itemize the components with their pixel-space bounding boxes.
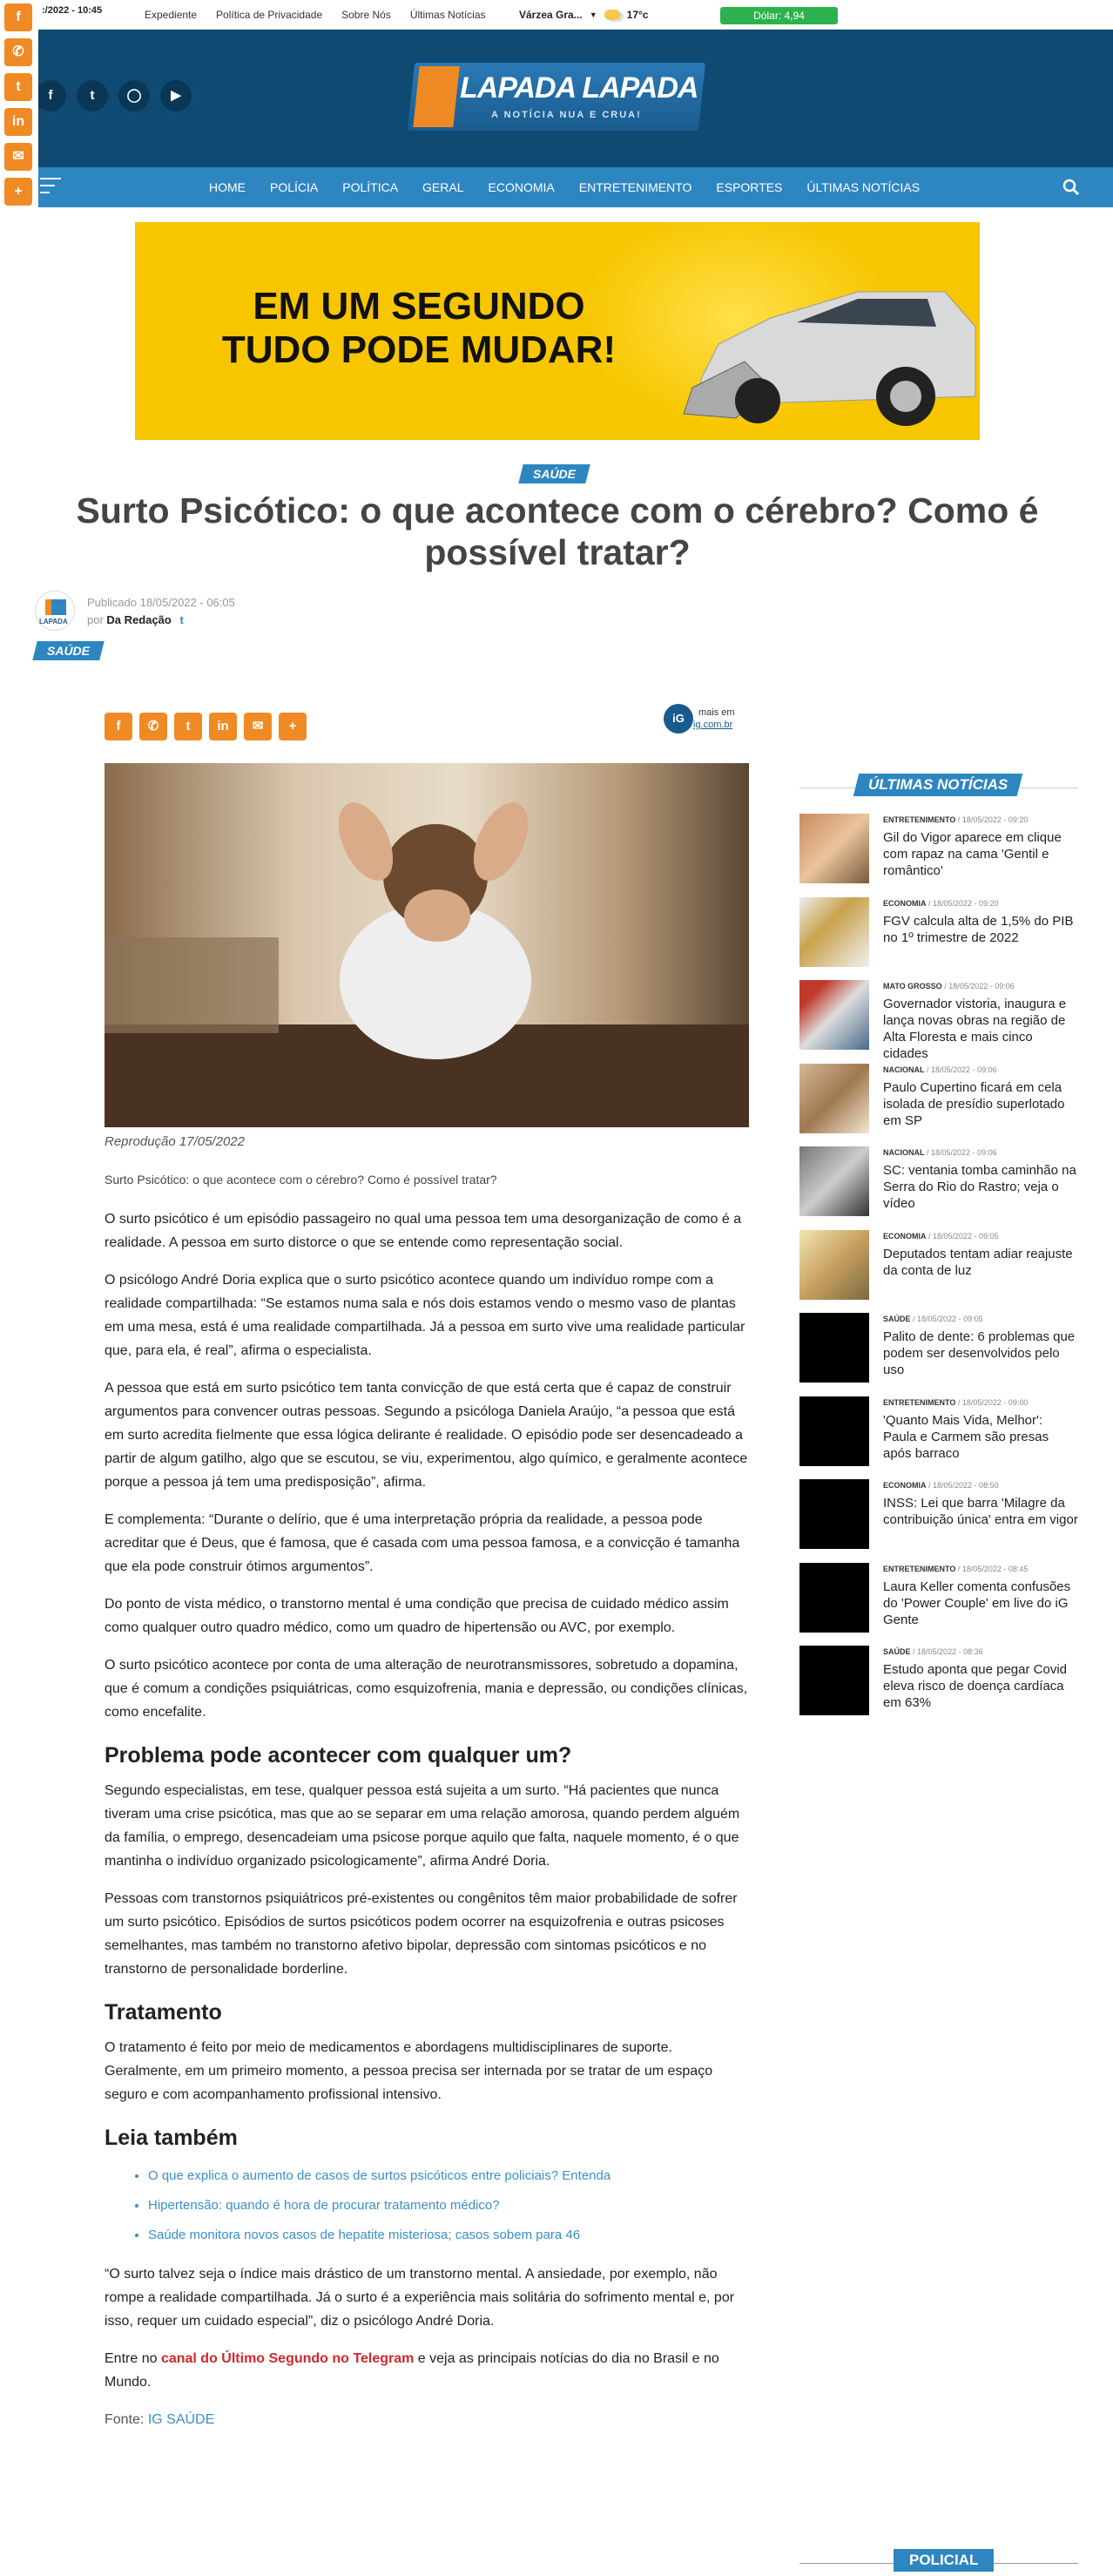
related-link[interactable]: • Hipertensão: quando é hora de procurar tratamento médico? (148, 2191, 749, 2221)
news-headline[interactable]: Gil do Vigor aparece em clique com rapaz na cama 'Gentil e romântico' (883, 830, 1062, 878)
ig-url: ig.com.br (693, 720, 733, 730)
subheading: Problema pode acontecer com qualquer um? (105, 1743, 572, 1768)
news-thumbnail[interactable] (799, 1396, 869, 1466)
current-date: :/2022 - 10:45 (42, 5, 103, 16)
chevron-down-icon[interactable]: ▼ (589, 10, 597, 19)
article-text (105, 1207, 749, 2445)
nav-item-geral[interactable]: GERAL (422, 180, 464, 194)
twitter-icon[interactable]: t (77, 80, 108, 112)
news-meta: ECONOMIA / 18/05/2022 - 09:05 (883, 1231, 999, 1241)
more-share-icon[interactable]: + (279, 713, 307, 740)
top-links (145, 9, 486, 21)
author-name[interactable]: Da Redação (106, 613, 172, 626)
news-headline[interactable]: Palito de dente: 6 problemas que podem ser desenvolvidos pelo uso (883, 1329, 1076, 1377)
email-share-icon[interactable]: ✉ (244, 713, 272, 740)
more-share-icon[interactable]: + (4, 178, 32, 206)
ig-more: mais em (698, 707, 735, 718)
nav-item-entretenimento[interactable]: ENTRETENIMENTO (578, 180, 692, 194)
photo-caption: Reprodução 17/05/2022 (105, 1134, 245, 1149)
subheading: Tratamento (105, 2000, 222, 2025)
news-headline[interactable]: Laura Keller comenta confusões do 'Power Couple' em live do iG Gente (883, 1579, 1071, 1627)
related-link[interactable]: • Saúde monitora novos casos de hepatite misteriosa; casos sobem para 46 (148, 2221, 749, 2250)
paragraph: Do ponto de vista médico, o transtorno mental é uma condição que precisa de cuidado médico assim como qualquer outro quadro médico, como um quadro de hipertensão ou AVC, por exemplo. (105, 1597, 729, 1635)
news-headline[interactable]: Estudo aponta que pegar Covid eleva risco de doença cardíaca em 63% (883, 1662, 1067, 1710)
weather-widget (519, 9, 648, 21)
sidebar-news-item[interactable] (799, 1064, 1078, 1137)
news-thumbnail[interactable] (799, 1646, 869, 1715)
news-meta: ECONOMIA / 18/05/2022 - 09:20 (883, 898, 999, 908)
logo-tagline: A NOTÍCIA NUA E CRUA! (491, 110, 642, 120)
twitter-share-icon[interactable]: t (4, 73, 32, 101)
dollar-quote: Dólar: 4,94 (720, 7, 838, 24)
sidebar-news-item[interactable] (799, 1479, 1078, 1552)
news-thumbnail[interactable] (799, 1313, 869, 1383)
news-meta: ECONOMIA / 18/05/2022 - 08:50 (883, 1481, 999, 1490)
news-thumbnail[interactable] (799, 814, 869, 883)
paragraph: O surto psicótico acontece por conta de uma alteração de neurotransmissores, sobretudo a dopamina, que é comum a condições psiquiátricas, como esquizofrenia, mania e depressão, ou condições clínicas, como encefalite. (105, 1658, 748, 1720)
news-thumbnail[interactable] (799, 1563, 869, 1633)
paragraph: E complementa: “Durante o delírio, que é uma interpretação própria da realidade, a pessoa pode acreditar que é Deus, que é famosa, que é casada com uma pessoa famosa, e a convicção é tamanha que ela pode construir ótimos argumentos”. (105, 1512, 740, 1574)
floating-share-bar (0, 0, 38, 213)
sidebar-news-item[interactable] (799, 1146, 1078, 1220)
section-policial[interactable]: POLICIAL (894, 2549, 994, 2572)
news-meta: SAÚDE / 18/05/2022 - 08:36 (883, 1647, 983, 1656)
site-logo[interactable] (411, 63, 702, 131)
whatsapp-share-icon[interactable]: ✆ (4, 38, 32, 66)
news-headline[interactable]: 'Quanto Mais Vida, Melhor': Paula e Carmem são presas após barraco (883, 1412, 1049, 1461)
by-prefix: por (87, 613, 104, 626)
article-photo (105, 763, 749, 1127)
sidebar-news-item[interactable] (799, 814, 1078, 887)
ad-banner[interactable] (135, 222, 980, 440)
instagram-icon[interactable]: ◯ (118, 80, 150, 112)
news-headline[interactable]: Paulo Cupertino ficará em cela isolada de presídio superlotado em SP (883, 1079, 1065, 1128)
news-meta: ENTRETENIMENTO / 18/05/2022 - 09:00 (883, 1397, 1029, 1407)
source-link[interactable]: IG SAÚDE (147, 2412, 215, 2427)
paragraph: “O surto talvez seja o índice mais drástico de um transtorno mental. A ansiedade, por exemplo, não rompe a realidade compartilhada. Já o surto é a experiência mais solitária do sofrimento mental e, por isso, requer um cuidado especial”, diz o psicólogo André Doria. (105, 2267, 735, 2329)
paragraph: Segundo especialistas, em tese, qualquer pessoa está sujeita a um surto. “Há pacientes que nunca tiveram uma crise psicótica, mas que ao se separar em uma relação amorosa, quando perdem alguém da família, o emprego, desencadeiam uma psicose porque aquilo que falta, naquele momento, é o que mantinha o indivíduo organizado psicologicamente”, afirma André Doria. (105, 1783, 740, 1869)
main-nav (0, 167, 1113, 207)
article-title: Surto Psicótico: o que acontece com o cérebro? Como é possível tratar? (76, 490, 1039, 572)
related-links (148, 2161, 749, 2250)
category-badge-top[interactable]: SAÚDE (518, 464, 590, 483)
news-headline[interactable]: INSS: Lei que barra 'Milagre da contribuição única' entra em vigor (883, 1496, 1078, 1527)
sidebar-title: ÚLTIMAS NOTÍCIAS (853, 774, 1023, 796)
top-bar (0, 0, 1113, 30)
news-meta: NACIONAL / 18/05/2022 - 09:06 (883, 1065, 997, 1074)
news-headline[interactable]: FGV calcula alta de 1,5% do PIB no 1º trimestre de 2022 (883, 913, 1074, 945)
nav-item-ultimas[interactable]: ÚLTIMAS NOTÍCIAS (806, 180, 921, 194)
ig-source-link[interactable] (662, 702, 749, 737)
sidebar-news-item[interactable] (799, 980, 1078, 1061)
news-meta: SAÚDE / 18/05/2022 - 09:05 (883, 1315, 983, 1323)
news-meta: MATO GROSSO / 18/05/2022 - 09:06 (883, 982, 1015, 991)
news-thumbnail[interactable] (799, 897, 869, 967)
source-line: Fonte: IG SAÚDE (105, 2412, 215, 2427)
news-meta: ENTRETENIMENTO / 18/05/2022 - 09:20 (883, 815, 1029, 824)
paragraph: Pessoas com transtornos psiquiátricos pré-existentes ou congênitos têm maior probabilidade de sofrer um surto psicótico. Episódios de surtos psicóticos podem ocorrer na esquizofrenia e outras psicoses semelhantes, mas também no transtorno afetivo bipolar, depressão com sintomas psicóticos e no transtorno de personalidade borderline. (105, 1891, 738, 1977)
article-share-bar (105, 713, 307, 740)
related-link[interactable]: • O que explica o aumento de casos de surtos psicóticos entre policiais? Entenda (148, 2161, 749, 2191)
top-link-privacy[interactable]: Política de Privacidade (216, 9, 323, 21)
nav-item-esportes[interactable]: ESPORTES (716, 180, 783, 194)
sidebar-news-item[interactable] (799, 897, 1078, 970)
paragraph: O tratamento é feito por meio de medicamentos e abordagens multidisciplinares de suporte. Geralmente, em um primeiro momento, a pessoa precisa ser internada por se tratar de um espaço seguro e com acompanhamento profissional intensivo. (105, 2040, 713, 2102)
paragraph: O surto psicótico é um episódio passageiro no qual uma pessoa tem uma desorganização de como é a realidade. A pessoa em surto distorce o que se entende como representação social. (105, 1212, 742, 1250)
telegram-paragraph: Entre no canal do Último Segundo no Telegram e veja as principais notícias do dia no Brasil e no Mundo. (105, 2351, 719, 2390)
telegram-link[interactable]: canal do Último Segundo no Telegram (160, 2351, 415, 2366)
subheading: Leia também (105, 2126, 238, 2150)
sidebar-news-item[interactable] (799, 1313, 1078, 1386)
news-meta: ENTRETENIMENTO / 18/05/2022 - 08:45 (883, 1564, 1029, 1573)
article-intro: Surto Psicótico: o que acontece com o cérebro? Como é possível tratar? (105, 1173, 497, 1187)
news-headline[interactable]: Governador vistoria, inaugura e lança novas obras na região de Alta Floresta e mais cinco cidades (883, 997, 1067, 1061)
nav-item-economia[interactable]: ECONOMIA (488, 180, 555, 194)
whatsapp-share-icon[interactable]: ✆ (139, 713, 167, 740)
facebook-share-icon[interactable]: f (4, 3, 32, 31)
ig-logo-icon: iG (664, 704, 693, 734)
sidebar-news-item[interactable] (799, 1646, 1078, 1719)
city-select[interactable]: Várzea Gra... (519, 9, 583, 21)
cloud-sun-icon (604, 10, 620, 20)
author-avatar: LAPADA (35, 591, 75, 631)
youtube-icon[interactable]: ▶ (160, 80, 192, 112)
site-header (0, 30, 1113, 167)
sidebar-news-item[interactable] (799, 1563, 1078, 1636)
paragraph: O psicólogo André Doria explica que o surto psicótico acontece quando um indivíduo rompe com a realidade compartilhada: “Se estamos numa sala e nós dois estamos vendo o mesmo vaso de plantas em uma mesa, está é uma realidade compartilhada. Já a pessoa em surto vive uma realidade particular que, para ela, é real”, afirma o especialista. (105, 1273, 745, 1358)
top-link-expediente[interactable]: Expediente (145, 9, 198, 21)
facebook-icon[interactable]: f (35, 80, 66, 112)
ad-line-1: EM UM SEGUNDO (253, 285, 585, 328)
logo-title: LAPADA LAPADA (460, 71, 698, 105)
news-headline[interactable]: Deputados tentam adiar reajuste da conta de luz (883, 1246, 1073, 1278)
nav-item-home[interactable]: HOME (209, 180, 246, 194)
top-link-latest[interactable]: Últimas Notícias (409, 9, 486, 21)
news-thumbnail[interactable] (799, 1479, 869, 1549)
nav-item-policia[interactable]: POLÍCIA (270, 180, 319, 194)
ad-line-2: TUDO PODE MUDAR! (221, 328, 617, 371)
news-thumbnail[interactable] (799, 1146, 869, 1216)
temperature: 17°c (626, 9, 649, 21)
facebook-share-icon[interactable]: f (105, 713, 132, 740)
news-thumbnail[interactable] (799, 1064, 869, 1133)
crashed-car-image (666, 257, 980, 431)
category-badge[interactable]: SAÚDE (32, 641, 105, 660)
search-icon[interactable] (1062, 179, 1080, 196)
linkedin-share-icon[interactable]: in (4, 108, 32, 136)
news-meta: NACIONAL / 18/05/2022 - 09:06 (883, 1148, 997, 1157)
email-share-icon[interactable]: ✉ (4, 143, 32, 171)
sidebar-news-item[interactable] (799, 1230, 1078, 1303)
paragraph: A pessoa que está em surto psicótico tem tanta convicção de que está certa que é capaz de construir argumentos para convencer outras pessoas. Segundo a psicóloga Daniela Araújo, “a pessoa que está em surto acredita fielmente que essa lógica delirante é realidade. O episódio pode ser desencadeado a partir de algum gatilho, algo que se escutou, se viu, experimentou, algo químico, e geralmente acontece porque a pessoa já tem uma predisposição”, afirma. (105, 1381, 748, 1490)
top-link-about[interactable]: Sobre Nós (341, 9, 391, 21)
menu-icon[interactable] (40, 178, 61, 195)
sidebar-news-item[interactable] (799, 1396, 1078, 1470)
twitter-share-icon[interactable]: t (174, 713, 202, 740)
header-social-links (35, 80, 192, 112)
publish-date: Publicado 18/05/2022 - 06:05 (87, 596, 235, 609)
news-headline[interactable]: SC: ventania tomba caminhão na Serra do Rio do Rastro; veja o vídeo (883, 1163, 1076, 1211)
linkedin-share-icon[interactable]: in (209, 713, 237, 740)
nav-item-politica[interactable]: POLÍTICA (342, 180, 399, 194)
news-thumbnail[interactable] (799, 980, 869, 1050)
news-thumbnail[interactable] (799, 1230, 869, 1300)
twitter-icon[interactable]: t (179, 613, 184, 626)
